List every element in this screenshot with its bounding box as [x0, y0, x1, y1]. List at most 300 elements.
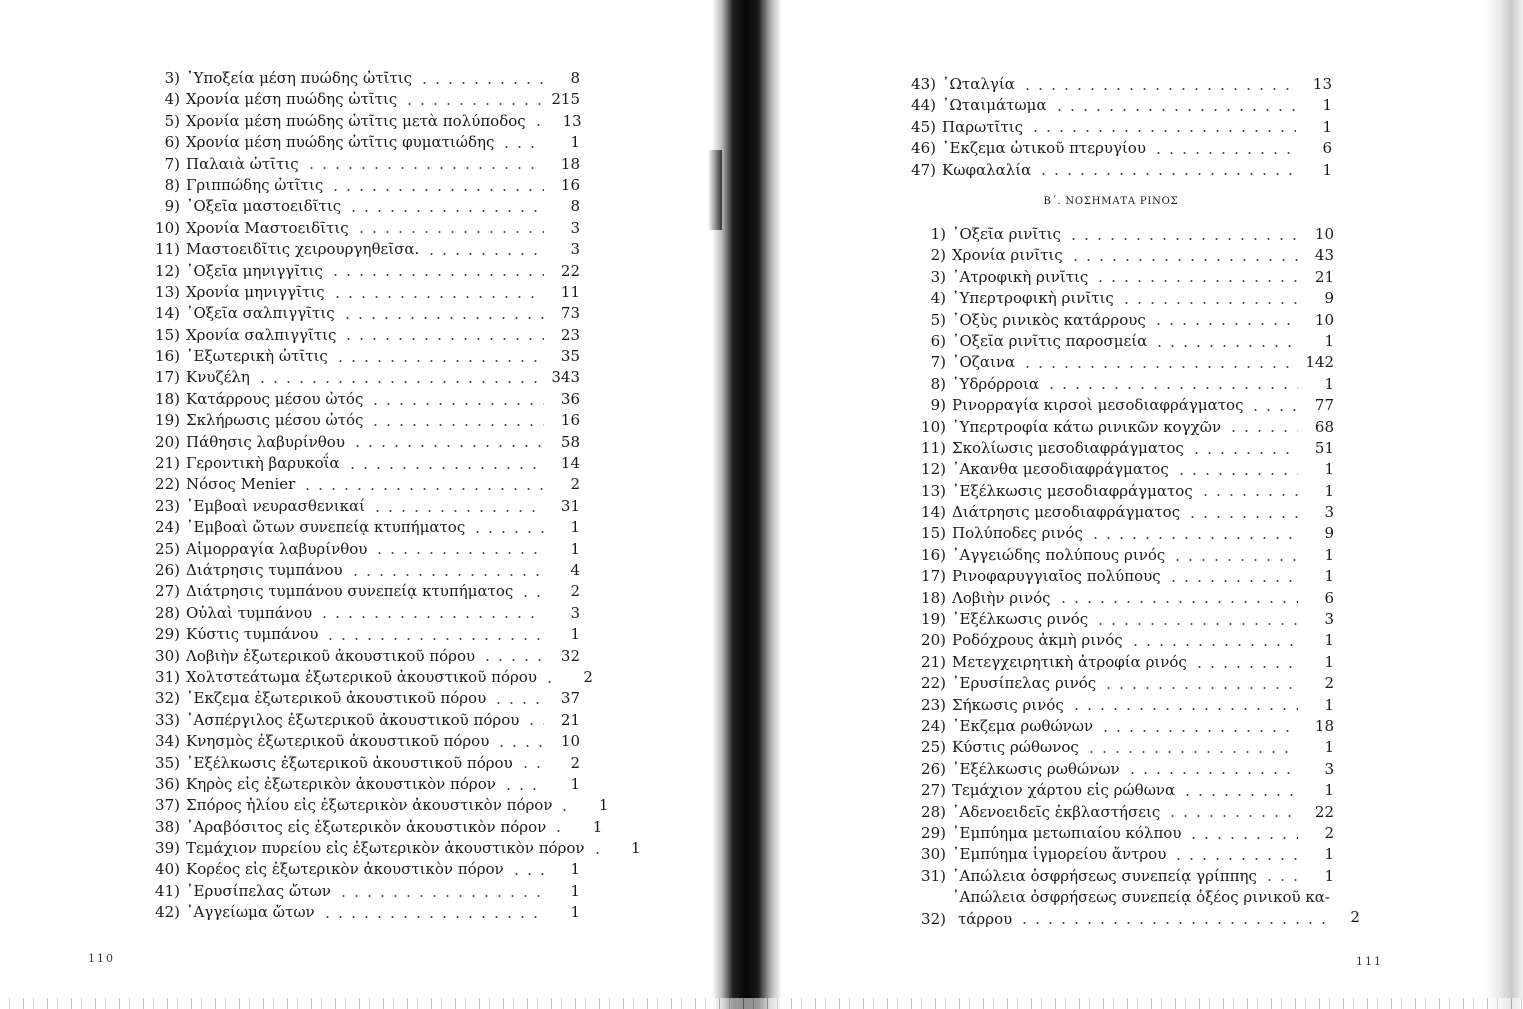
entry-label: Πολύποδες ρινός: [952, 524, 1083, 543]
dot-leader: [1094, 623, 1298, 625]
entry-label: Γεροντικὴ βαρυκοΐα: [186, 454, 340, 473]
dot-leader: [301, 488, 544, 490]
toc-entry: [134, 667, 593, 688]
toc-entry: [134, 560, 580, 581]
entry-count: 1: [592, 817, 603, 836]
toc-entry: [900, 673, 1334, 694]
entry-count: 1: [1322, 117, 1332, 136]
dot-leader: [543, 681, 557, 683]
entry-count: 1: [1324, 545, 1334, 564]
entry-label: Ρινορραγία κιρσοὶ μεσοδιαφράγματος: [952, 396, 1244, 415]
entry-count: 14: [560, 454, 580, 473]
entry-count: 1: [570, 133, 580, 152]
entry-label: Κατάρρους μέσου ὠτός: [186, 389, 364, 408]
dot-leader: [558, 809, 572, 811]
entry-number: 29): [155, 625, 180, 644]
toc-entry: [134, 581, 580, 602]
toc-entry: [134, 325, 580, 346]
entry-number: 26): [921, 759, 946, 778]
toc-entry: [134, 389, 580, 410]
entry-count: 8: [570, 197, 580, 216]
toc-entry: [134, 111, 580, 132]
dot-leader: [341, 317, 544, 319]
entry-label: ᾽Ερυσίπελας ὤτων: [186, 881, 331, 900]
entry-number: 13): [921, 481, 946, 500]
toc-entry: [134, 303, 580, 324]
dot-leader: [492, 702, 544, 704]
page-number-right: 111: [1356, 955, 1383, 968]
dot-leader: [1166, 815, 1298, 817]
toc-entry: [134, 282, 580, 303]
entry-count: 3: [570, 603, 580, 622]
entry-count: 37: [560, 689, 580, 708]
entry-label: ᾽Εμπύημα ἱγμορείου ἄντρου: [952, 845, 1167, 864]
entry-number: 24): [921, 716, 946, 735]
entry-count: 1: [1324, 374, 1334, 393]
entry-count: 21: [1314, 267, 1334, 286]
toc-entry: [900, 652, 1334, 673]
entry-count: 11: [560, 282, 580, 301]
entry-label: ᾽Εκζεμα ἐξωτερικοῦ ἀκουστικοῦ πόρου: [186, 689, 487, 708]
entry-label: Σπόρος ἡλίου εἰς ἐξωτερικὸν ἀκουστικὸν πόρον: [186, 796, 553, 815]
entry-label: Σκολίωσις μεσοδιαφράγματος: [952, 438, 1184, 457]
entry-count: 1: [631, 839, 641, 858]
entry-number: 27): [155, 582, 180, 601]
toc-entry: [900, 866, 1334, 887]
entry-count: 18: [560, 154, 580, 173]
entry-label-line2-row: [952, 909, 1330, 930]
toc-entry: [134, 902, 580, 923]
toc-entry: [900, 438, 1334, 459]
entry-number: 22): [921, 674, 946, 693]
entry-number: 42): [155, 903, 180, 922]
book-gutter-shadow: [712, 0, 782, 1009]
entry-number: 19): [155, 411, 180, 430]
entry-number: 23): [921, 695, 946, 714]
entry-label: ᾽Υποξεία μέση πυώδης ὠτῖτις: [186, 69, 413, 87]
gutter-edge: [708, 150, 722, 230]
dot-leader: [1129, 644, 1298, 646]
entry-label: ᾽Ακανθα μεσοδιαφράγματος: [952, 460, 1169, 479]
entry-number: 2): [930, 246, 946, 265]
toc-entry: [134, 196, 580, 217]
toc-entry: [900, 374, 1334, 395]
entry-count: 22: [1314, 802, 1334, 821]
entry-number: 36): [155, 774, 180, 793]
entry-number: 17): [921, 567, 946, 586]
entry-number: 32): [921, 909, 946, 928]
entry-number: 30): [155, 646, 180, 665]
entry-number: 29): [921, 823, 946, 842]
toc-entry: [900, 331, 1334, 352]
entry-count: 1: [1324, 481, 1334, 500]
entry-label: ᾽Οξεῖα ρινῖτις παροσμεία: [952, 331, 1148, 350]
entry-number: 5): [930, 310, 946, 329]
entry-count: 77: [1314, 396, 1334, 415]
entry-number: 7): [164, 154, 180, 173]
entry-label: ᾽Εξέλκωσις ἐξωτερικοῦ ἀκουστικοῦ πόρου: [186, 753, 513, 772]
toc-entry: [900, 759, 1334, 780]
entry-count: 3: [570, 240, 580, 259]
entry-number: 12): [921, 460, 946, 479]
dot-leader: [1021, 88, 1296, 90]
dot-leader: [373, 552, 544, 554]
entry-number: 16): [921, 545, 946, 564]
dot-leader: [1193, 666, 1298, 668]
entry-label: ᾽Εξωτερικὴ ὠτῖτις: [186, 347, 328, 366]
section-heading: Β΄. ΝΟΣΗΜΑΤΑ ΡΙΝΟΣ: [1043, 196, 1179, 207]
entry-count: 1: [570, 860, 580, 879]
entry-label: Χρονία μηνιγγῖτις: [186, 282, 325, 301]
entry-label: ᾽Οζαινα: [952, 353, 1016, 372]
dot-leader: [552, 830, 566, 832]
dot-leader: [1187, 837, 1298, 839]
entry-count: 2: [570, 753, 580, 772]
entry-label: ᾽Εξέλκωσις ρινός: [952, 610, 1089, 629]
page-number-left: 110: [88, 952, 115, 965]
entry-count: 43: [1314, 246, 1334, 265]
entry-number: 6): [164, 133, 180, 152]
entry-number: 6): [930, 331, 946, 350]
toc-entry: [134, 646, 580, 667]
toc-entry: [134, 539, 580, 560]
dot-leader: [321, 916, 544, 918]
dot-leader: [334, 360, 544, 362]
entry-count: 6: [1322, 139, 1332, 158]
entry-number: 23): [155, 496, 180, 515]
entry-count: 2: [570, 475, 580, 494]
entry-number: 32): [155, 689, 180, 708]
toc-entry: [890, 138, 1332, 159]
toc-entry: [134, 175, 580, 196]
dot-leader: [519, 595, 544, 597]
dot-leader: [1102, 687, 1298, 689]
toc-entry: [134, 859, 580, 880]
dot-leader: [342, 338, 544, 340]
entry-count: 1: [1324, 738, 1334, 757]
entry-number: 22): [155, 475, 180, 494]
entry-number: 9): [164, 197, 180, 216]
entry-label: ᾽Οξεῖα σαλπιγγῖτις: [186, 304, 335, 323]
dot-leader: [1021, 366, 1298, 368]
entry-label: ῾Υδρόρροια: [952, 374, 1039, 393]
entry-label: ῾Υπερτροφία κάτω ρινικῶν κογχῶν: [952, 417, 1222, 436]
entry-number: 4): [164, 90, 180, 109]
entry-number: 24): [155, 518, 180, 537]
toc-entry: [900, 502, 1334, 523]
dot-leader: [1249, 409, 1298, 411]
entry-label: Παλαιὰ ὠτῖτις: [186, 154, 299, 173]
entry-number: 15): [921, 524, 946, 543]
toc-entry: [134, 817, 603, 838]
dot-leader: [1067, 238, 1298, 240]
entry-label: Κνυζέλη: [186, 368, 250, 387]
entry-label: Κύστις ρώθωνος: [952, 738, 1079, 757]
entry-count: 13: [562, 111, 582, 130]
entry-count: 73: [560, 304, 580, 323]
toc-entry: [900, 823, 1334, 844]
toc-entry: [134, 710, 580, 731]
toc-entry: [134, 517, 580, 538]
entry-label: ᾽Εμπύημα μετωπιαίου κόλπου: [952, 823, 1182, 842]
entry-count: 2: [583, 667, 593, 686]
entry-count: 21: [560, 710, 580, 729]
entry-count: 1: [570, 774, 580, 793]
entry-number: 18): [921, 588, 946, 607]
entry-number: 20): [155, 432, 180, 451]
entry-number: 17): [155, 368, 180, 387]
dot-leader: [1037, 173, 1296, 175]
toc-entry: [900, 802, 1334, 823]
entry-count: 142: [1305, 353, 1334, 372]
toc-entry: [134, 496, 580, 517]
toc-entry: [900, 545, 1334, 566]
entry-number: 11): [921, 438, 946, 457]
entry-label: ᾽Αγγειώδης πολύπους ρινός: [952, 545, 1166, 564]
entry-count: 32: [560, 646, 580, 665]
entry-label: Λοβιὴν ἐξωτερικοῦ ἀκουστικοῦ πόρου: [186, 646, 476, 665]
dot-leader: [318, 616, 544, 618]
entry-count: 1: [1322, 96, 1332, 115]
entry-count: 1: [570, 903, 580, 922]
toc-entry: [134, 603, 580, 624]
entry-count: 1: [1324, 866, 1334, 885]
entry-label: ᾽Ωταιμάτωμα: [942, 96, 1047, 115]
entry-number: 16): [155, 347, 180, 366]
entry-count: 10: [560, 732, 580, 751]
dot-leader: [481, 659, 544, 661]
toc-entry: [134, 753, 580, 774]
entry-label: ᾽Οξεῖα μαστοειδῖτις: [186, 197, 342, 216]
entry-label: Σκλήρωσις μέσου ὠτός: [186, 411, 364, 430]
dot-leader: [347, 210, 544, 212]
toc-entry: [134, 261, 580, 282]
entry-label: ᾽Ωταλγία: [942, 75, 1015, 93]
entry-label: ᾽Ασπέργιλος ἐξωτερικοῦ ἀκουστικοῦ πόρου: [186, 710, 520, 729]
entry-label: Ροδόχρους ἀκμὴ ρινός: [952, 631, 1123, 650]
toc-entry: [134, 410, 580, 431]
entry-label: ᾽Αγγείωμα ὤτων: [186, 903, 315, 922]
entry-number: 28): [155, 603, 180, 622]
dot-leader: [1053, 109, 1296, 111]
entry-number: 33): [155, 710, 180, 729]
entry-number: 31): [921, 866, 946, 885]
entry-number: 37): [155, 796, 180, 815]
dot-leader: [329, 274, 544, 276]
dot-leader: [1057, 601, 1298, 603]
entry-number: 34): [155, 732, 180, 751]
dot-leader: [1089, 537, 1298, 539]
toc-entry: [134, 367, 580, 388]
toc-entry: [134, 132, 580, 153]
entry-count: 1: [598, 796, 609, 815]
entry-number: 30): [921, 845, 946, 864]
toc-entry: [900, 566, 1334, 587]
entry-label: ᾽Οξεῖα μηνιγγῖτις: [186, 261, 323, 280]
entry-number: 20): [921, 631, 946, 650]
dot-leader: [1190, 452, 1298, 454]
toc-entry: [134, 68, 580, 89]
toc-entry: [134, 89, 580, 110]
entry-label: Αἱμορραγία λαβυρίνθου: [186, 539, 368, 558]
entry-count: 9: [1324, 289, 1334, 308]
dot-leader: [1227, 430, 1298, 432]
entry-label: Κωφαλαλία: [942, 160, 1032, 179]
entry-count: 2: [1324, 823, 1334, 842]
entry-count: 58: [560, 432, 580, 451]
right-top-entry-list: [890, 74, 1332, 181]
entry-count: 51: [1314, 438, 1334, 457]
entry-label: Κορέος εἰς ἐξωτερικὸν ἀκουστικὸν πόρον: [186, 860, 504, 879]
dot-leader: [351, 445, 544, 447]
entry-label: ᾽Εμβοαὶ ὤτων συνεπείᾳ κτυπήματος: [186, 518, 466, 537]
dot-leader: [1175, 473, 1298, 475]
entry-label: Κνησμὸς ἐξωτερικοῦ ἀκουστικοῦ πόρου: [186, 732, 490, 751]
toc-entry: [900, 695, 1334, 716]
dot-leader: [1018, 922, 1330, 924]
left-entry-list: [134, 68, 641, 924]
entry-number: 43): [911, 75, 936, 93]
entry-label: Χρονία μέση πυώδης ὠτῖτις: [186, 90, 398, 109]
dot-leader: [329, 189, 544, 191]
toc-entry: [900, 630, 1334, 651]
entry-number: 21): [155, 454, 180, 473]
entry-number: 1): [930, 225, 946, 243]
dot-leader: [1186, 516, 1298, 518]
dot-leader: [500, 146, 544, 148]
entry-label: Χρονία σαλπιγγῖτις: [186, 325, 337, 344]
entry-number: 3): [930, 267, 946, 286]
dot-leader: [331, 296, 544, 298]
entry-number: 47): [911, 160, 936, 179]
entry-label: ᾽Οξεῖα ρινῖτις: [952, 225, 1061, 243]
toc-entry: [890, 160, 1332, 181]
toc-entry: [900, 780, 1334, 801]
toc-entry: [134, 453, 580, 474]
dot-leader: [1069, 259, 1298, 261]
dot-leader: [1094, 280, 1298, 282]
dot-leader: [495, 745, 544, 747]
entry-count: 18: [1314, 716, 1334, 735]
entry-count: 2: [570, 582, 580, 601]
entry-label: Λοβιὴν ρινός: [952, 588, 1051, 607]
toc-entry: [134, 432, 580, 453]
entry-number: 10): [921, 417, 946, 436]
entry-count: 215: [551, 90, 580, 109]
entry-label: Σήκωσις ρινός: [952, 695, 1064, 714]
toc-entry: [900, 737, 1334, 758]
entry-label: Παρωτῖτις: [942, 117, 1024, 136]
dot-leader: [1263, 879, 1298, 881]
left-page: [0, 0, 712, 1009]
dot-leader: [346, 467, 544, 469]
toc-entry: [900, 245, 1334, 266]
entry-number: 25): [155, 539, 180, 558]
entry-number: 7): [930, 353, 946, 372]
entry-count: 6: [1324, 588, 1334, 607]
entry-count: 68: [1314, 417, 1334, 436]
entry-count: 1: [570, 539, 580, 558]
entry-count: 1: [570, 625, 580, 644]
entry-count: 16: [560, 411, 580, 430]
entry-count: 1: [570, 881, 580, 900]
entry-number: 38): [155, 817, 180, 836]
entry-number: 27): [921, 781, 946, 800]
dot-leader: [337, 895, 544, 897]
toc-entry: [134, 346, 580, 367]
dot-leader: [256, 381, 544, 383]
entry-label: ᾽Ερυσίπελας ρινός: [952, 674, 1097, 693]
entry-label: Κηρὸς εἰς ἐξωτερικὸν ἀκουστικὸν πόρον: [186, 774, 496, 793]
toc-entry: [900, 267, 1334, 288]
dot-leader: [324, 638, 544, 640]
entry-number: 5): [164, 111, 180, 130]
entry-number: 14): [921, 503, 946, 522]
entry-count: 3: [570, 218, 580, 237]
toc-entry: [134, 774, 580, 795]
entry-number: 19): [921, 610, 946, 629]
entry-label: ᾽Εξέλκωσις ρωθώνων: [952, 759, 1120, 778]
entry-count: 9: [1324, 524, 1334, 543]
dot-leader: [1126, 772, 1298, 774]
entry-count: 1: [1324, 460, 1334, 479]
entry-number: 26): [155, 560, 180, 579]
toc-entry: [900, 481, 1334, 502]
entry-count: 3: [1324, 759, 1334, 778]
entry-number: 8): [930, 374, 946, 393]
dot-leader: [1199, 494, 1298, 496]
entry-count: 35: [560, 347, 580, 366]
toc-entry: [890, 117, 1332, 138]
dot-leader: [1152, 152, 1296, 154]
dot-leader: [1167, 580, 1298, 582]
dot-leader: [1172, 858, 1298, 860]
entry-label: ᾽Αραβόσιτος εἰς ἐξωτερικὸν ἀκουστικὸν πόρον: [186, 817, 547, 836]
entry-count: 1: [1324, 567, 1334, 586]
dot-leader: [1070, 708, 1298, 710]
entry-label: Κύστις τυμπάνου: [186, 625, 319, 644]
entry-label: Οὐλαὶ τυμπάνου: [186, 603, 313, 622]
dot-leader: [471, 531, 544, 533]
toc-entry: [900, 523, 1334, 544]
entry-number: 28): [921, 802, 946, 821]
toc-entry: [890, 95, 1332, 116]
entry-label: Διάτρησις μεσοδιαφράγματος: [952, 503, 1181, 522]
right-section-entry-list: [900, 224, 1360, 930]
entry-label: ῾Υπερτροφικὴ ρινῖτις: [952, 289, 1114, 308]
entry-label: Τεμάχιον χάρτου εἰς ρώθωνα: [952, 781, 1176, 800]
toc-entry: [134, 731, 580, 752]
entry-number: 10): [155, 218, 180, 237]
entry-number: 45): [911, 117, 936, 136]
entry-number: 46): [911, 139, 936, 158]
entry-label: Μετεγχειρητικὴ ἀτροφία ρινός: [952, 652, 1187, 671]
entry-label: Διάτρησις τυμπάνου: [186, 560, 343, 579]
dot-leader: [418, 82, 544, 84]
toc-entry: [134, 838, 641, 859]
entry-count: 1: [1324, 695, 1334, 714]
entry-count: 10: [1314, 310, 1334, 329]
entry-number: 31): [155, 667, 180, 686]
entry-label: ᾽Εκζεμα ὠτικοῦ πτερυγίου: [942, 139, 1146, 158]
entry-count: 1: [1322, 160, 1332, 179]
dot-leader: [502, 788, 544, 790]
toc-entry: [134, 624, 580, 645]
toc-entry: [134, 218, 580, 239]
entry-number: 9): [930, 396, 946, 415]
dot-leader: [1085, 751, 1298, 753]
dot-leader: [1152, 323, 1298, 325]
